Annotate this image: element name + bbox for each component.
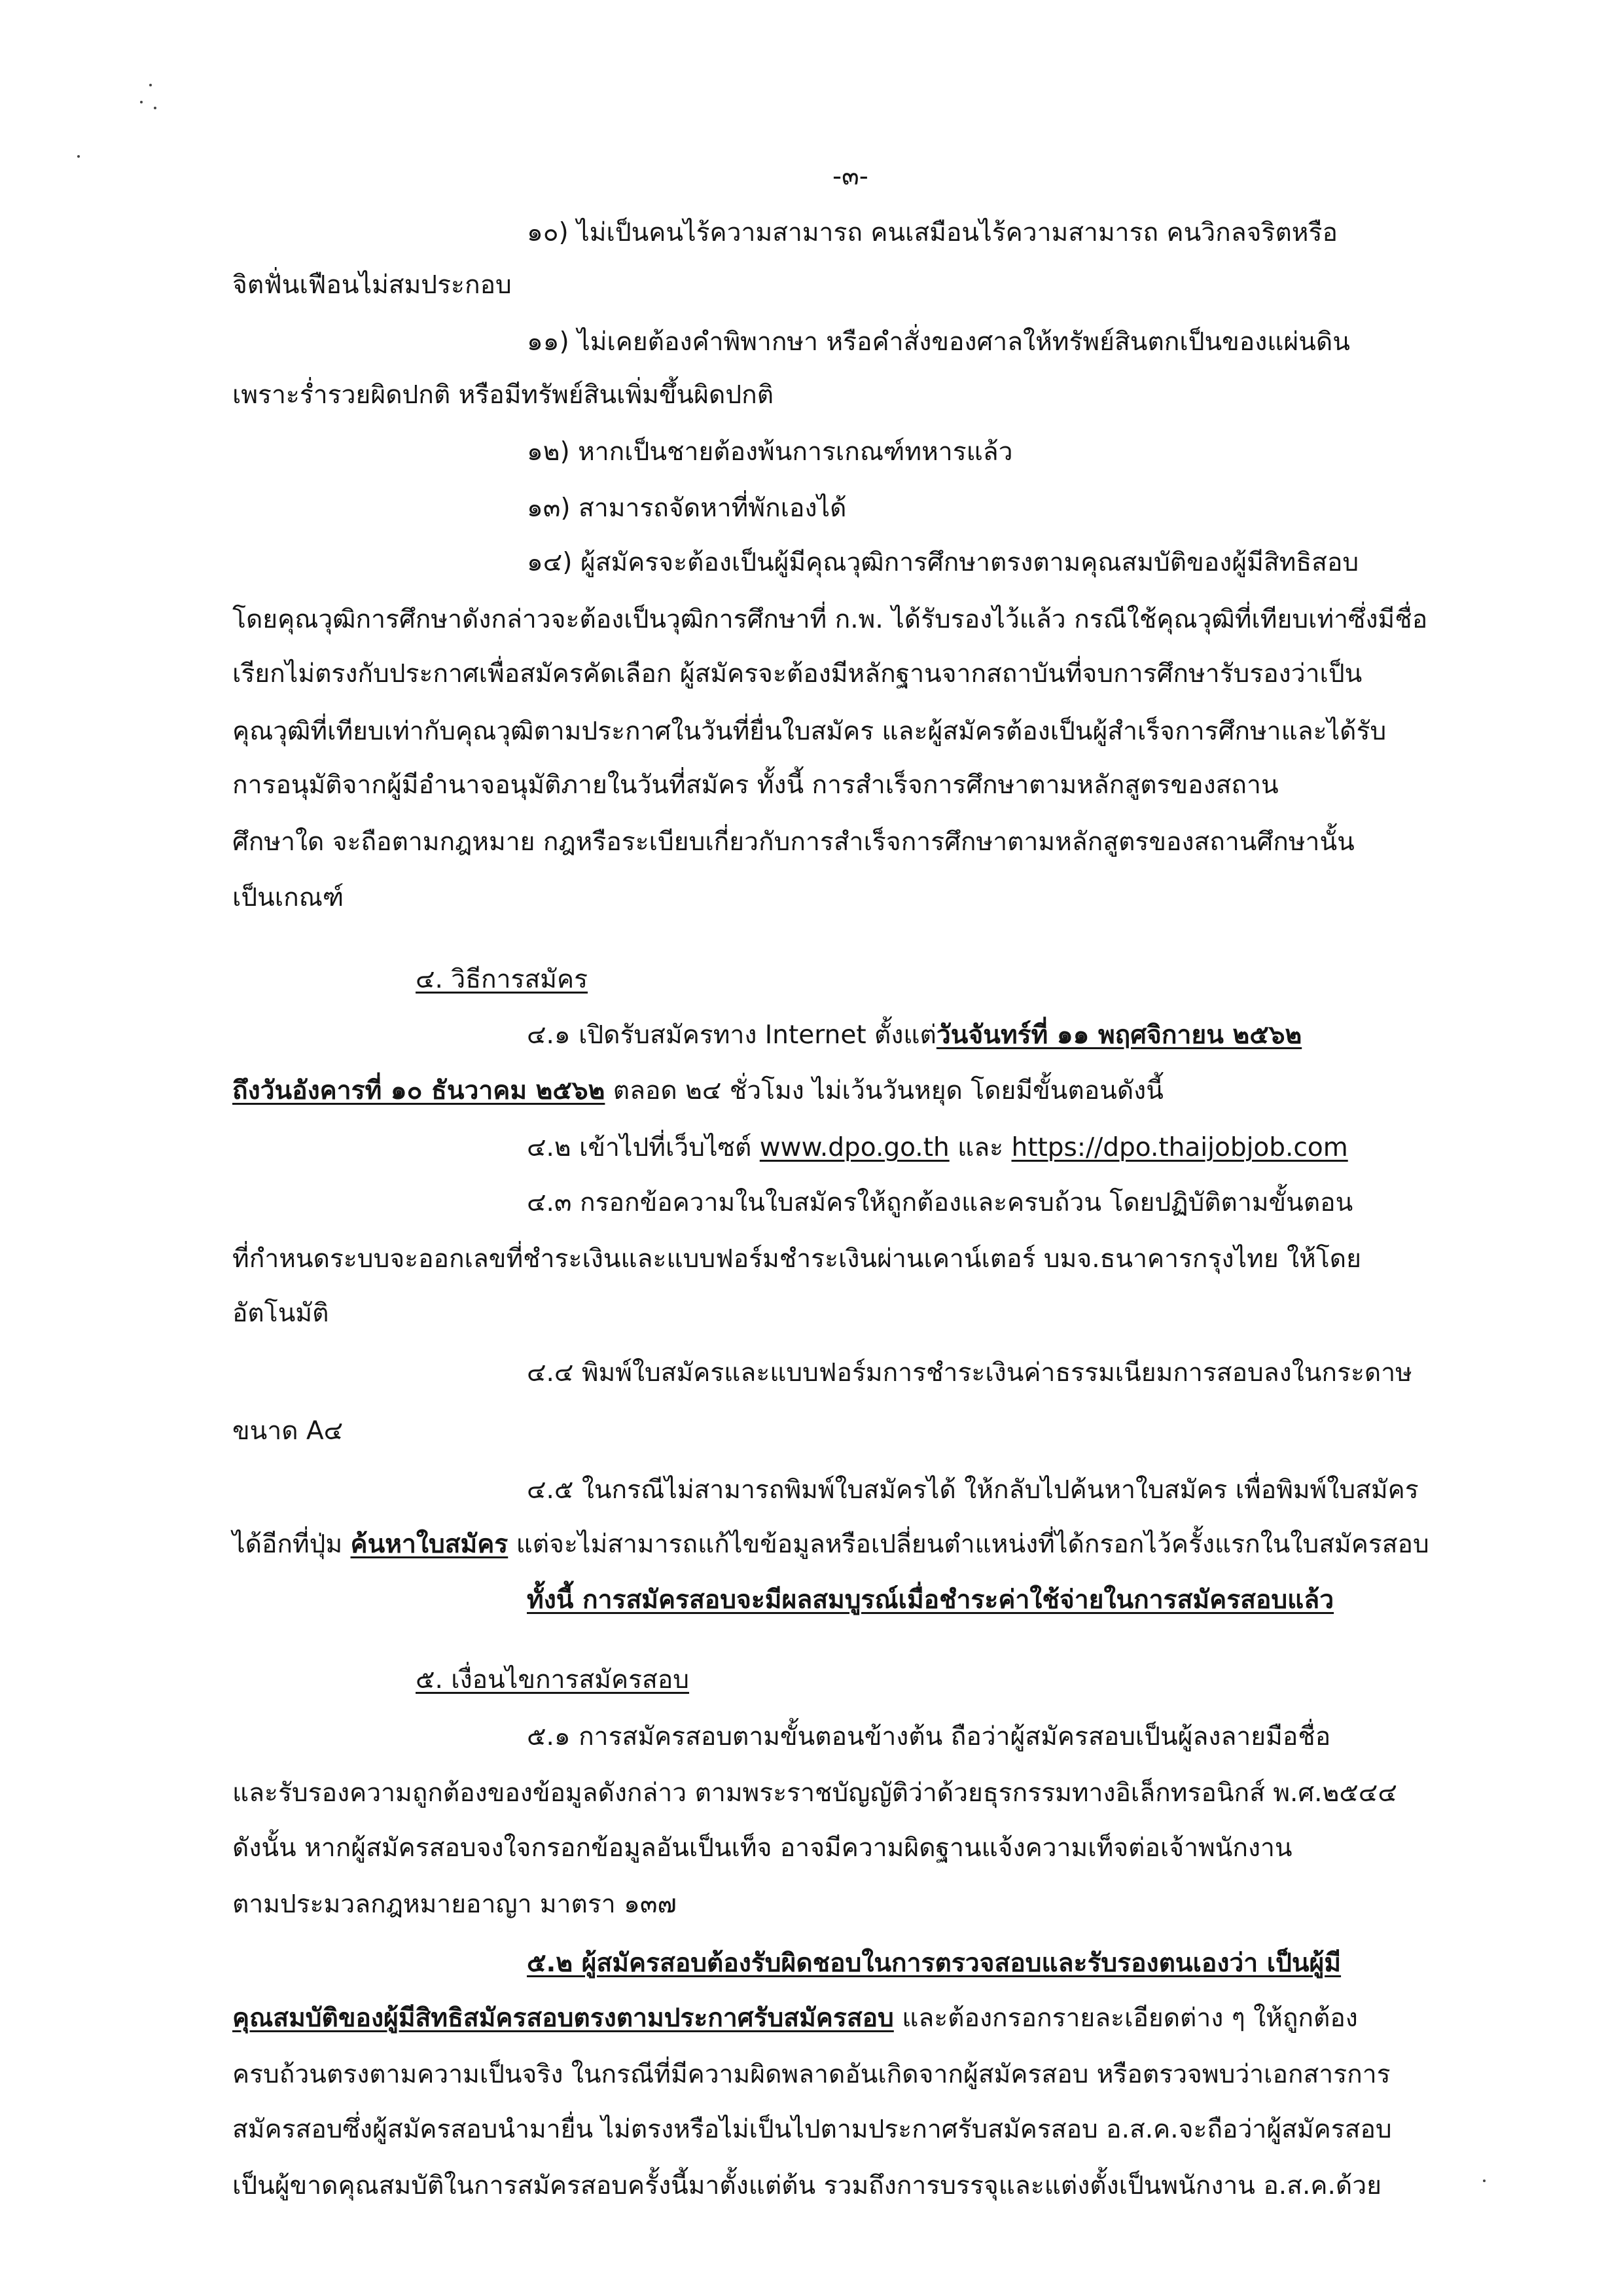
item-4-1-suffix: ตลอด ๒๔ ชั่วโมง ไม่เว้นวันหยุด โดยมีขั้นตอนดังนี้ — [605, 1076, 1164, 1105]
section-5-heading: ๕. เงื่อนไขการสมัครสอบ — [416, 1665, 690, 1695]
item-5-2-line-4: สมัครสอบซึ่งผู้สมัครสอบนำมายื่น ไม่ตรงหรือไม่เป็นไปตามประกาศรับสมัครสอบ อ.ส.ค.จะถือว่าผู้สมัครสอบ — [232, 2115, 1392, 2144]
item-4-2 — [527, 1134, 1348, 1163]
website-link-dpo[interactable]: www.dpo.go.th — [759, 1133, 950, 1162]
item-14-line-6: ศึกษาใด จะถือตามกฎหมาย กฎหรือระเบียบเกี่ยวกับการสำเร็จการศึกษาตามหลักสูตรของสถานศึกษานั้น — [232, 827, 1355, 857]
scan-speck — [77, 155, 80, 158]
scan-speck — [154, 107, 156, 109]
item-5-1-line-4: ตามประมวลกฎหมายอาญา มาตรา ๑๓๗ — [232, 1890, 677, 1919]
item-5-1-line-3: ดังนั้น หากผู้สมัครสอบจงใจกรอกข้อมูลอันเป็นเท็จ อาจมีความผิดฐานแจ้งความเท็จต่อเจ้าพนักงาน — [232, 1833, 1293, 1863]
item-4-5-line-1: ๔.๕ ในกรณีไม่สามารถพิมพ์ใบสมัครได้ ให้กลับไปค้นหาใบสมัคร เพื่อพิมพ์ใบสมัคร — [527, 1475, 1419, 1505]
website-link-thaijobjob[interactable]: https://dpo.thaijobjob.com — [1011, 1133, 1348, 1162]
item-13: ๑๓) สามารถจัดหาที่พักเองได้ — [527, 493, 847, 523]
scan-speck — [140, 101, 143, 103]
item-4-3-line-2: ที่กำหนดระบบจะออกเลขที่ชำระเงินและแบบฟอร์มชำระเงินผ่านเคาน์เตอร์ บมจ.ธนาคารกรุงไทย ให้โดย — [232, 1244, 1361, 1274]
item-11-line-2: เพราะร่ำรวยผิดปกติ หรือมีทรัพย์สินเพิ่มขึ้นผิดปกติ — [232, 380, 774, 410]
scan-speck — [149, 84, 152, 86]
item-5-2-line-5: เป็นผู้ขาดคุณสมบัติในการสมัครสอบครั้งนี้มาตั้งแต่ต้น รวมถึงการบรรจุและแต่งตั้งเป็นพนักงาน อ.ส.ค.ด้วย — [232, 2171, 1382, 2200]
item-4-1-line-2 — [232, 1077, 1164, 1106]
item-11-line-1: ๑๑) ไม่เคยต้องคำพิพากษา หรือคำสั่งของศาลให้ทรัพย์สินตกเป็นของแผ่นดิน — [527, 327, 1350, 357]
item-5-1-line-2: และรับรองความถูกต้องของข้อมูลดังกล่าว ตามพระราชบัญญัติว่าด้วยธุรกรรมทางอิเล็กทรอนิกส์ พ.ศ.๒๕๔๔ — [232, 1778, 1397, 1808]
item-5-2-emphasis: คุณสมบัติของผู้มีสิทธิสมัครสอบตรงตามประกาศรับสมัครสอบ — [232, 2003, 894, 2033]
section-4-heading: ๔. วิธีการสมัคร — [416, 965, 588, 994]
item-4-5-prefix: ได้อีกที่ปุ่ม — [232, 1530, 351, 1559]
item-5-2-line-2 — [232, 2004, 1358, 2034]
page-number: -๓- — [832, 162, 868, 191]
scan-speck — [1483, 2179, 1486, 2182]
item-4-5-line-2 — [232, 1530, 1429, 1560]
item-4-2-joiner: และ — [949, 1133, 1012, 1162]
item-14-line-7: เป็นเกณฑ์ — [232, 883, 344, 912]
item-5-2-line-1: ๕.๒ ผู้สมัครสอบต้องรับผิดชอบในการตรวจสอบและรับรองตนเองว่า เป็นผู้มี — [527, 1948, 1342, 1978]
item-14-line-1: ๑๔) ผู้สมัครจะต้องเป็นผู้มีคุณวุฒิการศึกษาตรงตามคุณสมบัติของผู้มีสิทธิสอบ — [527, 548, 1359, 577]
item-4-1-date-end: ถึงวันอังคารที่ ๑๐ ธันวาคม ๒๕๖๒ — [232, 1076, 605, 1105]
item-5-2-rest: และต้องกรอกรายละเอียดต่าง ๆ ให้ถูกต้อง — [893, 2003, 1358, 2033]
item-5-1-line-1: ๕.๑ การสมัครสอบตามขั้นตอนข้างต้น ถือว่าผู้สมัครสอบเป็นผู้ลงลายมือชื่อ — [527, 1722, 1331, 1751]
item-14-line-3: เรียกไม่ตรงกับประกาศเพื่อสมัครคัดเลือก ผู้สมัครจะต้องมีหลักฐานจากสถาบันที่จบการศึกษารับรองว่าเป็น — [232, 659, 1363, 689]
item-4-1-prefix: ๔.๑ เปิดรับสมัครทาง Internet ตั้งแต่ — [527, 1020, 936, 1050]
item-14-line-2: โดยคุณวุฒิการศึกษาดังกล่าวจะต้องเป็นวุฒิการศึกษาที่ ก.พ. ได้รับรองไว้แล้ว กรณีใช้คุณวุฒิที่เทียบเท่าซึ่งมีชื่อ — [232, 605, 1428, 634]
search-application-button[interactable]: ค้นหาใบสมัคร — [350, 1530, 508, 1559]
item-14-line-5: การอนุมัติจากผู้มีอำนาจอนุมัติภายในวันที่สมัคร ทั้งนี้ การสำเร็จการศึกษาตามหลักสูตรของสถาน — [232, 770, 1279, 800]
item-4-4-line-1: ๔.๔ พิมพ์ใบสมัครและแบบฟอร์มการชำระเงินค่าธรรมเนียมการสอบลงในกระดาษ — [527, 1358, 1412, 1388]
item-4-3-line-1: ๔.๓ กรอกข้อความในใบสมัครให้ถูกต้องและครบถ้วน โดยปฏิบัติตามขั้นตอน — [527, 1188, 1353, 1217]
item-12: ๑๒) หากเป็นชายต้องพ้นการเกณฑ์ทหารแล้ว — [527, 437, 1013, 467]
item-4-5-note: ทั้งนี้ การสมัครสอบจะมีผลสมบูรณ์เมื่อชำระค่าใช้จ่ายในการสมัครสอบแล้ว — [527, 1585, 1334, 1615]
item-4-1-line-1 — [527, 1021, 1302, 1050]
item-4-1-date-start: วันจันทร์ที่ ๑๑ พฤศจิกายน ๒๕๖๒ — [936, 1020, 1302, 1050]
item-10-line-1: ๑๐) ไม่เป็นคนไร้ความสามารถ คนเสมือนไร้ความสามารถ คนวิกลจริตหรือ — [527, 218, 1338, 247]
item-4-3-line-3: อัตโนมัติ — [232, 1299, 329, 1328]
item-4-2-prefix: ๔.๒ เข้าไปที่เว็บไซต์ — [527, 1133, 760, 1162]
item-5-2-line-3: ครบถ้วนตรงตามความเป็นจริง ในกรณีที่มีความผิดพลาดอันเกิดจากผู้สมัครสอบ หรือตรวจพบว่าเอกสารการ — [232, 2060, 1391, 2089]
item-14-line-4: คุณวุฒิที่เทียบเท่ากับคุณวุฒิตามประกาศในวันที่ยื่นใบสมัคร และผู้สมัครต้องเป็นผู้สำเร็จการศึกษาและได้รับ — [232, 717, 1387, 746]
item-4-5-suffix: แต่จะไม่สามารถแก้ไขข้อมูลหรือเปลี่ยนตำแหน่งที่ได้กรอกไว้ครั้งแรกในใบสมัครสอบ — [508, 1530, 1429, 1559]
item-4-4-line-2: ขนาด A๔ — [232, 1416, 344, 1446]
item-10-line-2: จิตฟั่นเฟือนไม่สมประกอบ — [232, 270, 512, 300]
